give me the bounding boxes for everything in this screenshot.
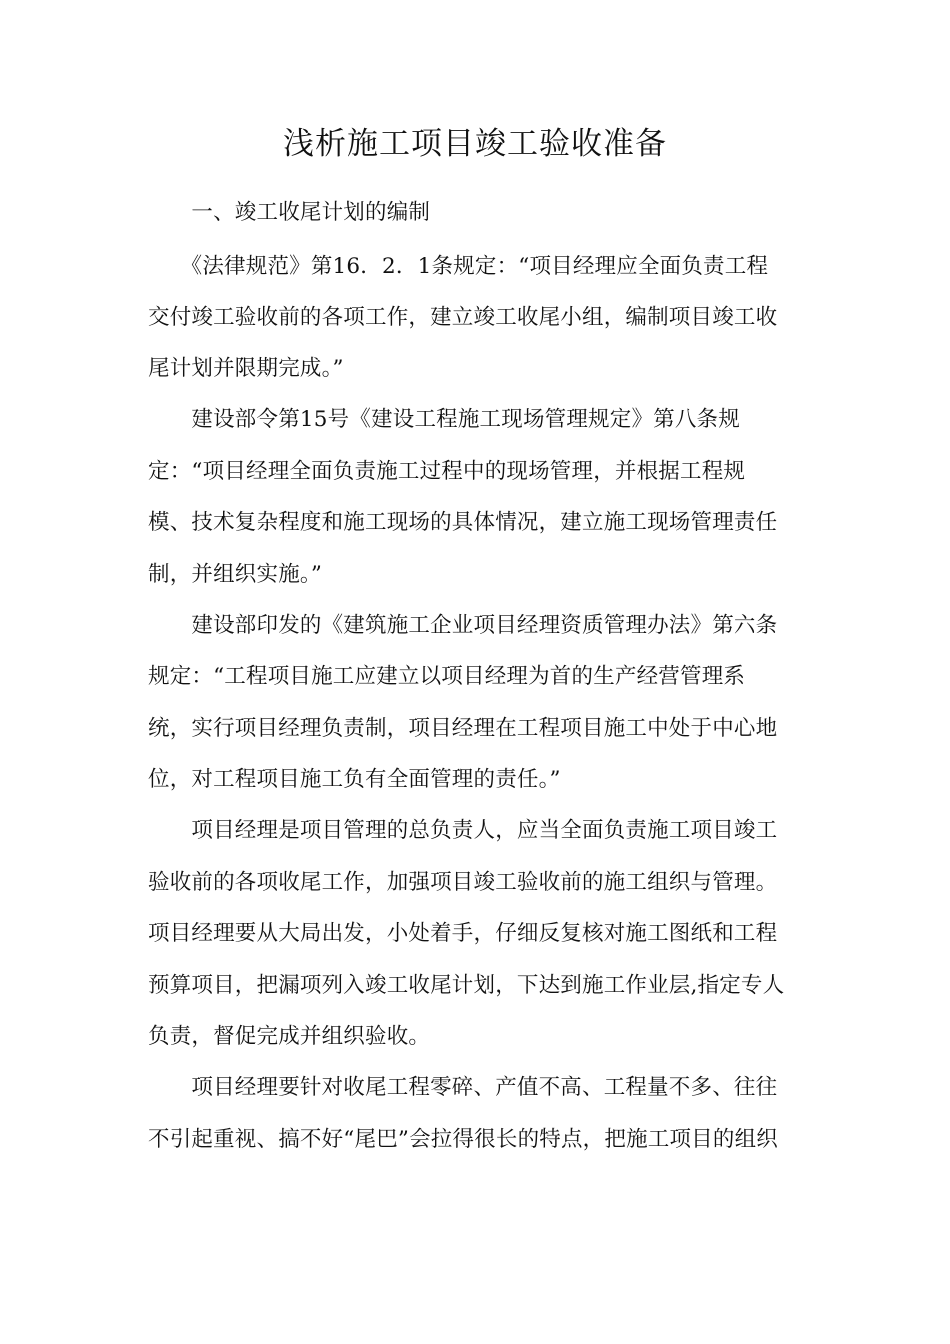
body-line: 负责，督促完成并组织验收。 — [148, 1024, 431, 1049]
body-line: 项目经理要针对收尾工程零碎、产值不高、工程量不多、往往 — [148, 1075, 778, 1100]
body-line: 尾计划并限期完成。” — [148, 356, 344, 381]
body-line: 《法律规范》第16．2．1条规定：“项目经理应全面负责工程 — [148, 254, 769, 279]
body-line: 统，实行项目经理负责制，项目经理在工程项目施工中处于中心地 — [148, 716, 778, 741]
body-line: 规定：“工程项目施工应建立以项目经理为首的生产经营管理系 — [148, 664, 746, 689]
body-line: 定：“项目经理全面负责施工过程中的现场管理，并根据工程规 — [148, 459, 746, 484]
body-line: 不引起重视、搞不好“尾巴”会拉得很长的特点，把施工项目的组织 — [148, 1127, 778, 1152]
body-line: 交付竣工验收前的各项工作，建立竣工收尾小组，编制项目竣工收 — [148, 305, 778, 330]
body-line: 建设部印发的《建筑施工企业项目经理资质管理办法》第六条 — [148, 613, 778, 638]
body-line: 验收前的各项收尾工作，加强项目竣工验收前的施工组织与管理。 — [148, 870, 778, 895]
body-line: 制，并组织实施。” — [148, 562, 323, 587]
body-line: 项目经理要从大局出发，小处着手，仔细反复核对施工图纸和工程 — [148, 921, 778, 946]
body-line: 预算项目，把漏项列入竣工收尾计划，下达到施工作业层,指定专人 — [148, 973, 785, 998]
document-title: 浅析施工项目竣工验收准备 — [283, 126, 667, 162]
body-line: 位，对工程项目施工负有全面管理的责任。” — [148, 767, 561, 792]
body-line: 项目经理是项目管理的总负责人，应当全面负责施工项目竣工 — [148, 818, 778, 843]
body-line: 模、技术复杂程度和施工现场的具体情况，建立施工现场管理责任 — [148, 510, 778, 535]
section-heading: 一、竣工收尾计划的编制 — [148, 200, 431, 225]
body-line: 建设部令第15号《建设工程施工现场管理规定》第八条规 — [148, 407, 740, 432]
